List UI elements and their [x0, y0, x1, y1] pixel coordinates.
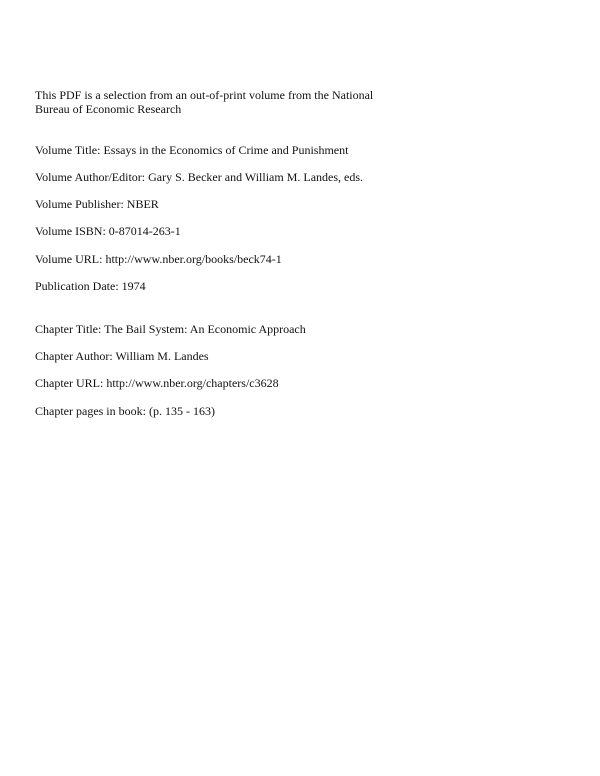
- chapter-url: Chapter URL: http://www.nber.org/chapters/c3628: [35, 376, 279, 390]
- chapter-title: Chapter Title: The Bail System: An Economic Approach: [35, 322, 306, 336]
- volume-title: Volume Title: Essays in the Economics of Crime and Punishment: [35, 143, 349, 157]
- volume-author-editor: Volume Author/Editor: Gary S. Becker and William M. Landes, eds.: [35, 170, 364, 184]
- publication-date: Publication Date: 1974: [35, 279, 146, 293]
- volume-isbn: Volume ISBN: 0-87014-263-1: [35, 224, 181, 238]
- chapter-author: Chapter Author: William M. Landes: [35, 349, 209, 363]
- intro-line-2: Bureau of Economic Research: [35, 102, 182, 116]
- volume-url: Volume URL: http://www.nber.org/books/beck74-1: [35, 252, 282, 266]
- intro-paragraph: [35, 88, 395, 116]
- chapter-pages: Chapter pages in book: (p. 135 - 163): [35, 404, 215, 418]
- intro-line-1: This PDF is a selection from an out-of-print volume from the National: [35, 88, 374, 102]
- volume-publisher: Volume Publisher: NBER: [35, 197, 159, 211]
